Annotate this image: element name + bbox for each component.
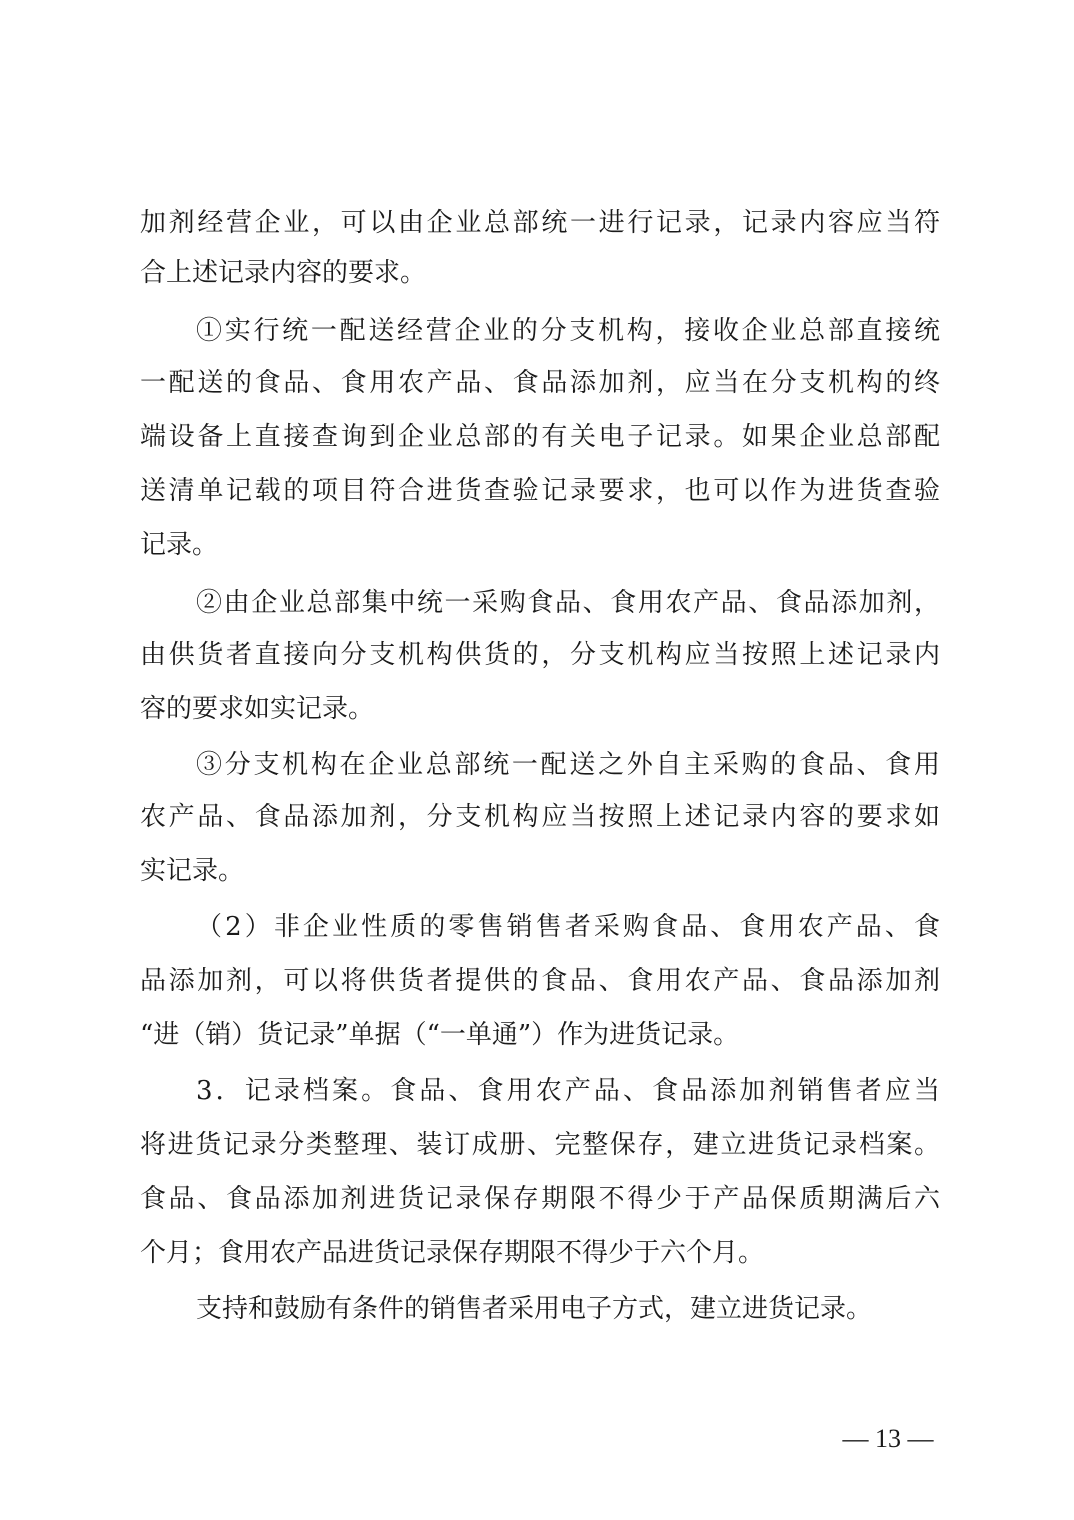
page-number: — 13 — (842, 1424, 934, 1453)
paragraph-line: 食品、食品添加剂进货记录保存期限不得少于产品保质期满后六 (140, 1184, 940, 1214)
paragraph-line: 送清单记载的项目符合进货查验记录要求，也可以作为进货查验 (140, 476, 940, 506)
paragraph-line: 一配送的食品、食用农产品、食品添加剂，应当在分支机构的终 (140, 368, 940, 398)
paragraph-line: ②由企业总部集中统一采购食品、食用农产品、食品添加剂， (196, 588, 940, 618)
paragraph-line: 容的要求如实记录。 (140, 694, 375, 724)
paragraph-line: （2）非企业性质的零售销售者采购食品、食用农产品、食 (196, 912, 940, 942)
paragraph-line: 将进货记录分类整理、装订成册、完整保存，建立进货记录档案。 (140, 1130, 940, 1160)
paragraph-line: 个月；食用农产品进货记录保存期限不得少于六个月。 (140, 1238, 765, 1268)
paragraph-line: 品添加剂，可以将供货者提供的食品、食用农产品、食品添加剂 (140, 966, 940, 996)
paragraph-line: 实记录。 (140, 856, 245, 886)
paragraph-line: ③分支机构在企业总部统一配送之外自主采购的食品、食用 (196, 750, 940, 780)
paragraph-line: 端设备上直接查询到企业总部的有关电子记录。如果企业总部配 (140, 422, 940, 452)
paragraph-line: 支持和鼓励有条件的销售者采用电子方式，建立进货记录。 (196, 1294, 873, 1324)
paragraph-line: 合上述记录内容的要求。 (140, 258, 427, 288)
paragraph-line: ①实行统一配送经营企业的分支机构，接收企业总部直接统 (196, 316, 940, 346)
paragraph-line: 农产品、食品添加剂，分支机构应当按照上述记录内容的要求如 (140, 802, 940, 832)
paragraph-line: 3．记录档案。食品、食用农产品、食品添加剂销售者应当 (196, 1076, 940, 1106)
paragraph-line: 记录。 (140, 530, 219, 560)
paragraph-line: “进（销）货记录”单据（“一单通”）作为进货记录。 (140, 1020, 740, 1050)
paragraph-line: 加剂经营企业，可以由企业总部统一进行记录，记录内容应当符 (140, 208, 940, 238)
paragraph-line: 由供货者直接向分支机构供货的，分支机构应当按照上述记录内 (140, 640, 940, 670)
